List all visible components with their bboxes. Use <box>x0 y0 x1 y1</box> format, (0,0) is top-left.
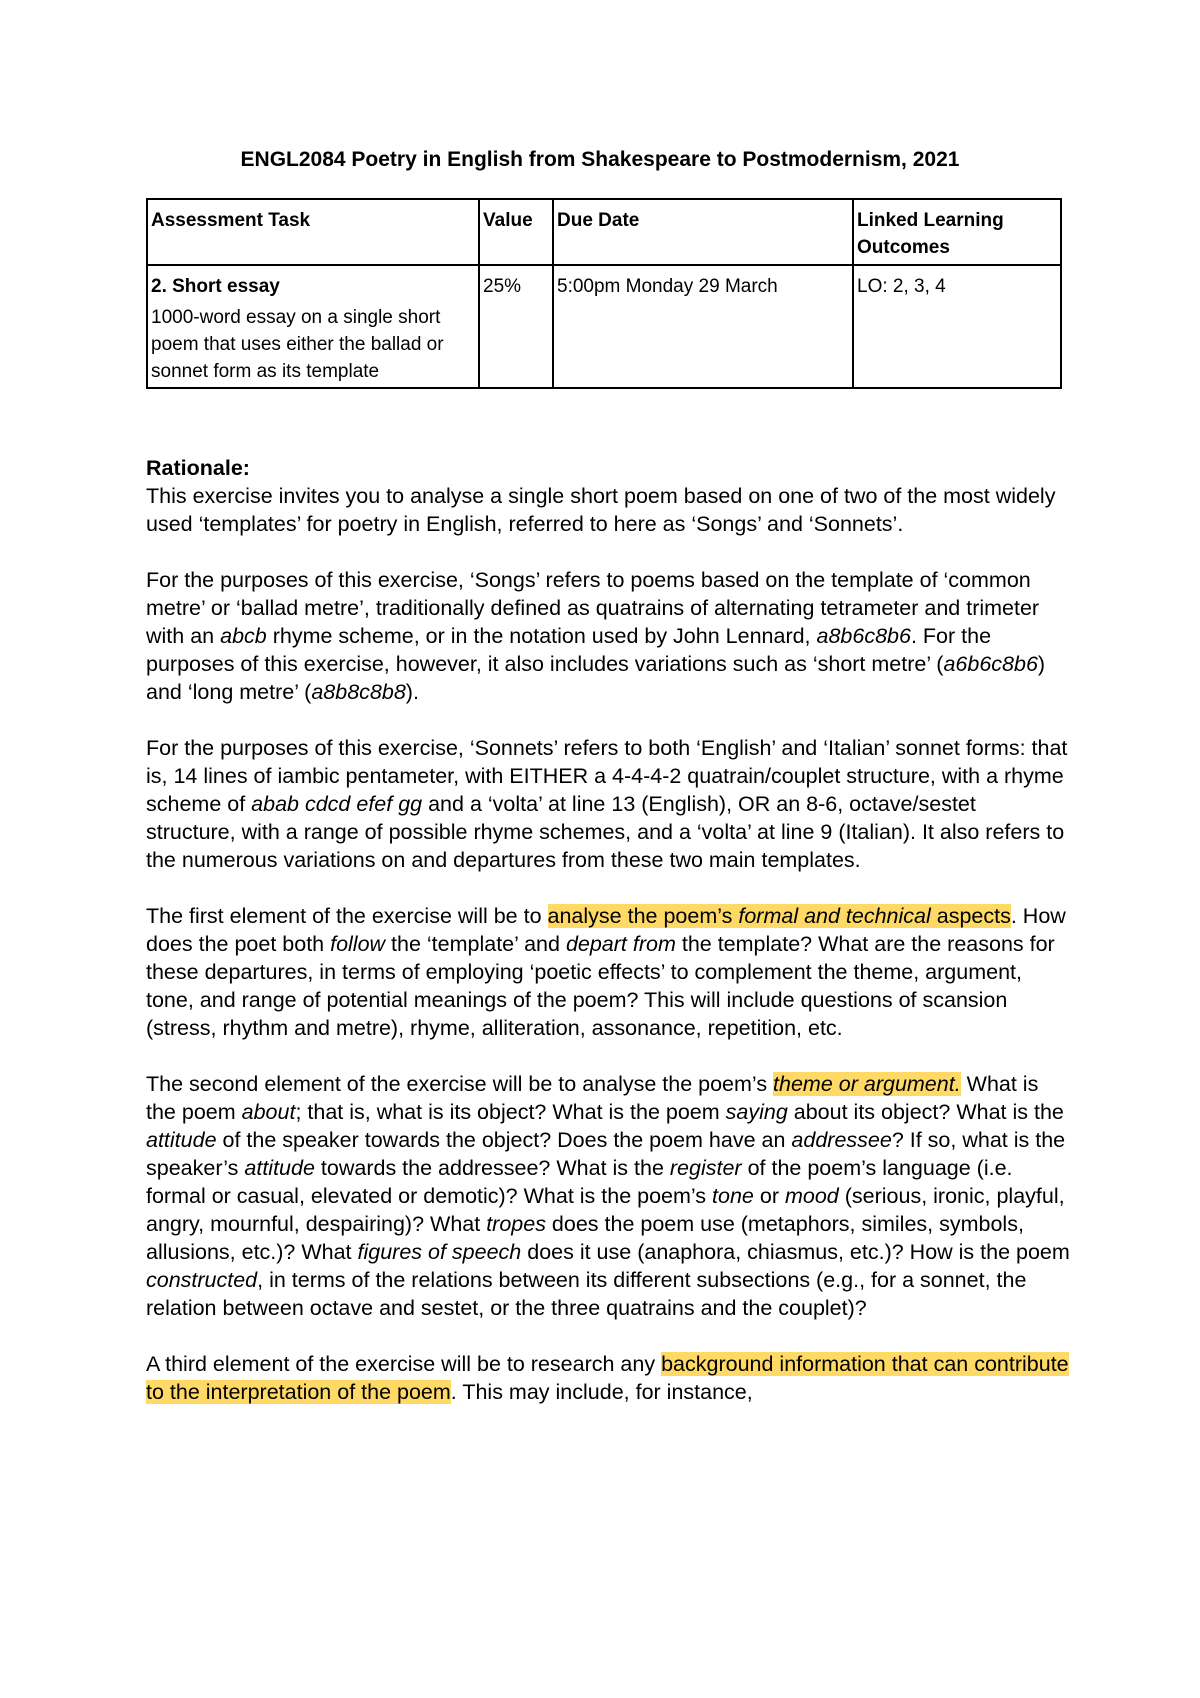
italic-span: abab cdcd efef gg <box>251 792 423 816</box>
text-span: of the speaker towards the object? Does the poem have an <box>216 1128 792 1152</box>
text-span: analyse the poem’s <box>547 904 739 928</box>
table-row <box>147 265 1061 388</box>
italic-span: depart from <box>565 932 676 956</box>
highlight-background-info: background information that can contribute to the interpretation of the poem <box>146 1352 1069 1404</box>
task-description: 1000-word essay on a single short poem that uses either the ballad or sonnet form as its template <box>151 307 444 382</box>
italic-span: abcb <box>220 624 267 648</box>
header-linked-outcomes: Linked Learning Outcomes <box>853 199 1061 265</box>
text-span: . For the purposes of this exercise, however, it also includes variations such as ‘short metre’ ( <box>146 624 992 676</box>
cell-due-date: 5:00pm Monday 29 March <box>553 265 853 388</box>
header-due-date: Due Date <box>553 199 853 265</box>
italic-span: tone <box>712 1184 754 1208</box>
rationale-heading: Rationale: <box>146 456 250 480</box>
task-title: 2. Short essay <box>151 276 280 297</box>
text-span: aspects <box>930 904 1011 928</box>
cell-outcomes: LO: 2, 3, 4 <box>853 265 1061 388</box>
cell-task <box>147 265 479 388</box>
assessment-table <box>146 198 1062 389</box>
text-span: rhyme scheme, or in the notation used by John Lennard, <box>266 624 817 648</box>
italic-span: mood <box>784 1184 839 1208</box>
italic-span: addressee <box>791 1128 892 1152</box>
highlight-theme-argument: theme or argument. <box>773 1072 961 1096</box>
text-span: the template? What are the reasons for these departures, in terms of employing ‘poetic effects’ to complement the theme, argument, tone, and range of potential meanings of the poem? This will include questions of scansion (stress, rhythm and metre), rhyme, alliteration, assonance, repetition, etc. <box>146 932 1055 1040</box>
italic-span: attitude <box>244 1156 315 1180</box>
rationale-section <box>146 454 1071 1434</box>
italic-span: figures of speech <box>357 1240 522 1264</box>
text-span: For the purposes of this exercise, ‘Songs’ refers to poems based on the template of ‘common metre’ or ‘ballad metre’, traditionally defined as quatrains of alternating tetrameter and trimeter with an <box>146 568 1040 648</box>
italic-span: about <box>241 1100 296 1124</box>
cell-value: 25% <box>479 265 553 388</box>
text-span: A third element of the exercise will be to research any <box>146 1352 662 1376</box>
text-span: does the poem use (metaphors, similes, symbols, allusions, etc.)? What <box>146 1212 1024 1264</box>
paragraph-second-element <box>146 1070 1071 1322</box>
text-span: or <box>753 1184 785 1208</box>
text-span: ; that is, what is its object? What is the poem <box>295 1100 726 1124</box>
text-span: and a ‘volta’ at line 13 (English), OR an 8-6, octave/sestet structure, with a range of possible rhyme schemes, and a ‘volta’ at line 9 (Italian). It also refers to the numerous variations on and departures from these two main templates. <box>146 792 1065 872</box>
text-span: ) and ‘long metre’ ( <box>146 652 1046 704</box>
text-span: about its object? What is the <box>787 1100 1064 1124</box>
document-title: ENGL2084 Poetry in English from Shakespeare to Postmodernism, 2021 <box>240 148 960 171</box>
text-span: (serious, ironic, playful, angry, mournful, despairing)? What <box>146 1184 1065 1236</box>
text-span: The second element of the exercise will be to analyse the poem’s <box>146 1072 774 1096</box>
text-span: towards the addressee? What is the <box>314 1156 670 1180</box>
text-span: What is the poem <box>146 1072 1039 1124</box>
paragraph-songs <box>146 566 1071 706</box>
italic-span: follow <box>330 932 386 956</box>
italic-span: tropes <box>486 1212 546 1236</box>
italic-span: constructed <box>146 1268 258 1292</box>
text-span: , in terms of the relations between its different subsections (e.g., for a sonnet, the relation between octave and sestet, or the three quatrains and the couplet)? <box>146 1268 1027 1320</box>
text-span: The first element of the exercise will be to <box>146 904 548 928</box>
text-span: ? If so, what is the speaker’s <box>146 1128 1066 1180</box>
text-span: the ‘template’ and <box>385 932 566 956</box>
italic-span: a6b6c8b6 <box>943 652 1038 676</box>
text-span: For the purposes of this exercise, ‘Sonnets’ refers to both ‘English’ and ‘Italian’ sonnet forms: that is, 14 lines of iambic pentameter, with EITHER a 4-4-4-2 quatrain/couplet structure, with a rhyme scheme of <box>146 736 1068 816</box>
header-value: Value <box>479 199 553 265</box>
italic-span: attitude <box>146 1128 217 1152</box>
paragraph-third-element <box>146 1350 1071 1406</box>
italic-span: formal and technical <box>738 904 931 928</box>
highlight-formal-aspects <box>548 904 1011 928</box>
italic-span: a8b8c8b8 <box>311 680 406 704</box>
italic-span: a8b6c8b6 <box>816 624 911 648</box>
text-span: . How does the poet both <box>146 904 1066 956</box>
table-header-row <box>147 199 1061 265</box>
header-assessment-task: Assessment Task <box>147 199 479 265</box>
text-span: does it use (anaphora, chiasmus, etc.)? How is the poem <box>521 1240 1070 1264</box>
text-span: . This may include, for instance, <box>450 1380 753 1404</box>
paragraph-first-element <box>146 902 1071 1042</box>
italic-span: register <box>669 1156 742 1180</box>
text-span: ). <box>405 680 419 704</box>
italic-span: saying <box>725 1100 788 1124</box>
paragraph-sonnets <box>146 734 1071 874</box>
paragraph-intro: This exercise invites you to analyse a single short poem based on one of two of the most widely used ‘templates’ for poetry in English, referred to here as ‘Songs’ and ‘Sonnets’. <box>146 484 1056 536</box>
text-span: of the poem’s language (i.e. formal or casual, elevated or demotic)? What is the poem’s <box>146 1156 1013 1208</box>
